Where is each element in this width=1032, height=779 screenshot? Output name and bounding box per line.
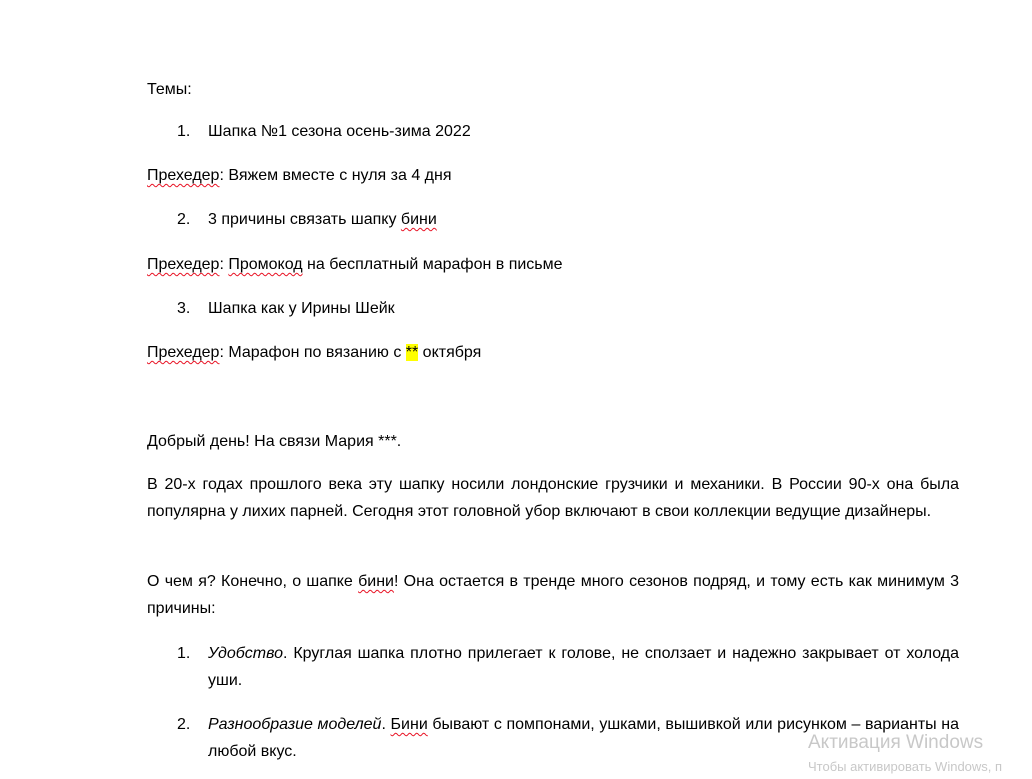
reason-text: . Круглая шапка плотно прилегает к голове, не сползает и надежно закрывает от холода уши.	[208, 645, 959, 689]
preheader-label: Прехедер	[147, 344, 220, 361]
preheader-separator: :	[219, 256, 229, 273]
topic-item-2	[177, 206, 959, 233]
preheader-separator: :	[219, 167, 224, 184]
preheader-text: Вяжем вместе с нуля за 4 дня	[223, 167, 452, 184]
topic-title-text: 3 причины связать шапку	[208, 211, 401, 228]
topic-number: 1.	[177, 123, 191, 140]
reason-text: .	[381, 716, 391, 733]
topic-title: Шапка как у Ирины Шейк	[208, 300, 395, 317]
misspelled-word: бини	[400, 211, 437, 228]
body-paragraph-1	[147, 471, 959, 525]
greeting-text: Добрый день! На связи Мария ***.	[147, 433, 402, 450]
watermark-subtitle: Чтобы активировать Windows, п	[808, 759, 1003, 774]
preheader-3	[147, 339, 959, 366]
body-paragraph-2	[147, 568, 959, 622]
reason-item-1	[177, 640, 959, 694]
misspelled-word: Бини	[390, 716, 428, 733]
topics-heading-text: Темы:	[147, 81, 192, 98]
reason-number: 1.	[177, 645, 191, 662]
body-paragraph-1-text: В 20-х годах прошлого века эту шапку носили лондонские грузчики и механики. В России 90-х она была популярна у лихих парней. Сегодня этот головной убор включают в свои коллекции ведущие дизайнеры.	[147, 476, 959, 520]
topic-item-3	[177, 295, 959, 322]
misspelled-word: бини	[358, 573, 394, 590]
misspelled-word: Промокод	[228, 256, 303, 273]
watermark-title: Активация Windows	[808, 732, 984, 753]
topic-title: Шапка №1 сезона осень-зима 2022	[208, 123, 471, 140]
reason-content	[208, 640, 959, 694]
preheader-text: на бесплатный марафон в письме	[302, 256, 563, 273]
reason-text-end: бывают с помпонами, ушками, вышивкой или рисунком – варианты на любой вкус.	[208, 716, 960, 760]
topic-number: 2.	[177, 211, 191, 228]
preheader-1	[147, 162, 959, 189]
preheader-label: Прехедер	[147, 256, 220, 273]
topic-item-1	[177, 118, 959, 145]
topic-number: 3.	[177, 300, 191, 317]
reason-number: 2.	[177, 716, 191, 733]
preheader-label: Прехедер	[147, 167, 220, 184]
topic-title	[208, 206, 959, 233]
preheader-text: : Марафон по вязанию с	[219, 344, 406, 361]
windows-activation-watermark	[808, 731, 1002, 777]
reason-title: Удобство	[208, 645, 284, 662]
preheader-text-end: октября	[418, 344, 482, 361]
preheader-2	[147, 251, 959, 278]
body-paragraph-2-text-end: ! Она остается в тренде много сезонов подряд, и тому есть как минимум 3 причины:	[147, 573, 959, 617]
greeting	[147, 428, 959, 455]
body-paragraph-2-text: О чем я? Конечно, о шапке	[147, 573, 359, 590]
highlighted-placeholder: **	[405, 344, 419, 361]
reason-title: Разнообразие моделей	[208, 716, 382, 733]
topics-heading	[147, 76, 959, 103]
